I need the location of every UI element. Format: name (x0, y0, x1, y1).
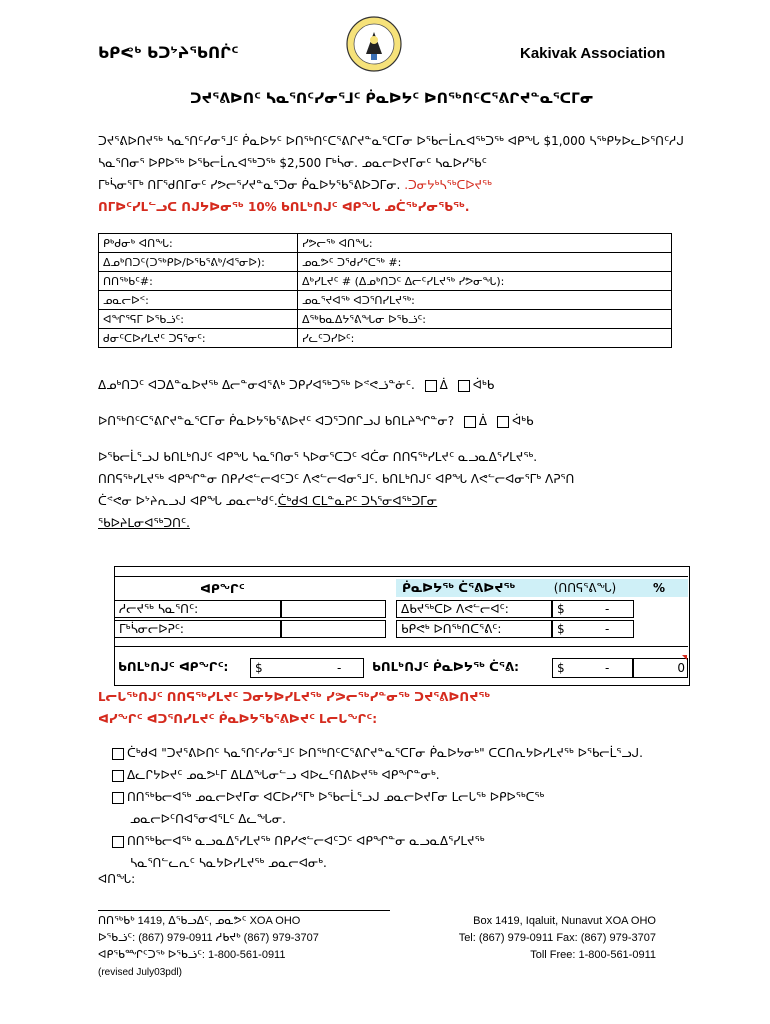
first-name-field[interactable]: ᑭᒃᑯᓂᒃ ᐊᑎᖓ: (99, 234, 298, 253)
total-funding-amount[interactable] (552, 658, 634, 678)
bottom-signature-label: ᐊᑎᖓ: (98, 872, 136, 886)
question-1-no-label: ᐋᒃᑲ (472, 378, 495, 392)
funding-row-2-label: ᑲᑭᕙᒃ ᐅᑎᖅᑎᑕᕐᕕᑦ: (396, 620, 552, 638)
applicant-form (98, 233, 672, 348)
checklist-item-1-checkbox[interactable] (112, 748, 124, 760)
email-field[interactable]: ᑯᓂᑦᑕᐅᓯᒪᔪᑦ ᑐᕋᕐᓂᑦ: (99, 329, 298, 348)
question-2-yes-label: ᐄ (478, 414, 488, 428)
checklist-item-3-text: ᑎᑎᖅᑲᓕᐊᖅ ᓄᓇᓕᐅᔪᒥᓂ ᐊᑕᐅᓯᕐᒥᒃ ᐅᖃᓕᒫᕐᓗᒍ ᓄᓇᓕᐅᔪᒥᓂ ᒪᓕᒐᖅ ᐅᑭᐅᖅᑕᖅ (127, 790, 545, 804)
question-1-no-checkbox[interactable] (458, 380, 470, 392)
footer-left-phone: ᐅᖃᓘᑦ: (867) 979-0911 ᓱᑲᔪᒃ (867) 979-3707 (98, 932, 319, 944)
question-2-no-checkbox[interactable] (497, 416, 509, 428)
header-association-name: Kakivak Association (520, 45, 666, 62)
funding-row-2-amount[interactable] (552, 620, 634, 638)
checklist-item-2 (112, 764, 692, 786)
question-2 (98, 410, 688, 432)
gst-number-field[interactable]: ᐃᒃᓯᒪᔪᑦ # (ᐃᓄᒃᑎᑐᑦ ᐃᓕᑦᓯᒪᔪᖅ ᓯᕗᓂᖓ): (298, 272, 672, 291)
checklist-item-1 (112, 742, 692, 764)
sin-field[interactable]: ᓄᓇᕗᑦ ᑐᖁᓯᕐᑕᖅ #: (298, 253, 672, 272)
question-2-text: ᐅᑎᖅᑎᑦᑕᕐᕕᒋᔪᓐᓇᕐᑕᒥᓂ ᑮᓇᐅᔭᖃᕐᕕᐅᔪᑦ ᐊᑐᕐᑐᑎᒋᓗᒍ ᑲᑎᒪᔨᖏᓐᓂ? (98, 414, 455, 428)
home-phone-field[interactable]: ᐊᖏᕐᕋᒥ ᐅᖃᓘᑦ: (99, 310, 298, 329)
budget-row-2-label: ᒥᒃᓵᓂᓕᐅᕈᑦ: (114, 620, 282, 638)
total-funding-label: ᑲᑎᒪᒃᑎᒍᑦ ᑮᓇᐅᔭᖅ ᑖᕐᕕ: (372, 660, 519, 674)
funding-percent-value: 0 (677, 661, 685, 675)
footer-right-tollfree: Toll Free: 1-800-561-0911 (530, 949, 656, 961)
question-1-yes-checkbox[interactable] (425, 380, 437, 392)
intro-line-3 (98, 174, 688, 196)
checklist (112, 742, 692, 874)
funding-row-2-value: - (605, 622, 610, 636)
intro-paragraph (98, 130, 688, 218)
funding-row-1-amount[interactable] (552, 600, 634, 618)
budget-funding-header: ᑮᓇᐅᔭᖅ ᑖᕐᕕᐅᔪᖅ (396, 579, 540, 597)
total-funding-value: - (605, 661, 610, 675)
budget-paren-header: (ᑎᑎᕋᕐᕕᖓ) (540, 579, 630, 597)
question-1-text: ᐃᓄᒃᑎᑐᑦ ᐊᑐᐃᓐᓇᐅᔪᖅ ᐃᓕᓐᓂᐊᕐᕕᒃ ᑐᑭᓯᐊᖅᑐᖅ ᐅᕝᕙᓘᓐᓃᑦ. (98, 378, 415, 392)
signature-field[interactable]: ᓯᓚᑦᑐᓯᐅᑦ: (298, 329, 672, 348)
question-2-yes-checkbox[interactable] (464, 416, 476, 428)
checklist-item-4 (112, 830, 692, 852)
instructions-line-1: ᐅᖃᓕᒫᕐᓗᒍ ᑲᑎᒪᒃᑎᒍᑦ ᐊᑭᖓ ᓴᓇᕐᑎᓂᕐ ᓴᐅᓂᕐᑕᑐᑦ ᐊᑖᓂ ᑎᑎᕋᖅᓯᒪᔪᑦ ᓇᓗᓇᐃᕐᓯᒪᔪᖅ. (98, 450, 538, 464)
checklist-heading (98, 686, 688, 730)
total-cost-dollar: $ (255, 661, 263, 675)
checklist-item-4-checkbox[interactable] (112, 836, 124, 848)
footer-left (98, 913, 319, 981)
checklist-item-2-text: ᐃᓚᒋᔭᐅᔪᑦ ᓄᓇᕗᒻᒥ ᐃᒪᐃᖓᓂᓪᓗ ᐊᐅᓚᑦᑎᕕᐅᔪᖅ ᐊᑭᖏᓐᓂᒃ. (127, 768, 440, 782)
budget-row-2-amount-input[interactable] (280, 620, 386, 638)
checklist-item-2-checkbox[interactable] (112, 770, 124, 782)
footer-revision: (revised July03pdl) (98, 967, 182, 978)
checklist-item-3-checkbox[interactable] (112, 792, 124, 804)
checklist-heading-line-2: ᐊᓯᖏᑦ ᐊᑐᕐᑎᓯᒪᔪᑦ ᑮᓇᐅᔭᖃᕐᕕᐅᔪᑦ ᒪᓕᒐᖏᑦ: (98, 712, 378, 726)
footer-left-tollfree: ᐊᑭᖃᙱᑦᑐᖅ ᐅᖃᓘᑦ: 1-800-561-0911 (98, 949, 286, 961)
footer-right-phone: Tel: (867) 979-0911 Fax: (867) 979-3707 (458, 932, 656, 944)
business-number-field[interactable]: ᑎᑎᖅᑲᑦ#: (99, 272, 298, 291)
comment-marker-icon (682, 655, 687, 660)
checklist-item-4-text: ᑎᑎᖅᑲᓕᐊᖅ ᓇᓗᓇᐃᕐᓯᒪᔪᖅ ᑎᑭᓯᕙᓪᓕᐊᑦᑐᑦ ᐊᑭᖏᓐᓂ ᓇᓗᓇᐃᕐᓯᒪᔪᖅ (127, 834, 485, 848)
checklist-item-3-continued: ᓄᓇᓕᐅᑦᑎᐊᕐᓂᐊᕐᒪᑦ ᐃᓚᖓᓂ. (130, 812, 286, 826)
instructions-line-2: ᑎᑎᕋᖅᓯᒪᔪᖅ ᐊᑭᖏᓐᓂ ᑎᑭᓯᕙᓪᓕᐊᑦᑐᑦ ᐱᕙᓪᓕᐊᓂᕐᒧᑦ. ᑲᑎᒪᒃᑎᒍᑦ ᐊᑭᖓ ᐱᕙᓪᓕᐊᓂᕐᒥᒃ ᐱᕈᕐᑎ (98, 472, 575, 486)
footer-rule (98, 910, 390, 911)
community-field[interactable]: ᓄᓇᓕᐅᑉ: (99, 291, 298, 310)
funding-row-2-dollar: $ (557, 622, 565, 636)
intro-line-3-red: .ᑐᓂᔭᒃᓴᖅᑕᐅᔪᖅ (400, 178, 492, 192)
checklist-item-4-continued: ᓴᓇᕐᑎᓪᓚᕆᑦ ᓴᓇᔭᐅᓯᒪᔪᖅ ᓄᓇᓕᐊᓂᒃ. (130, 856, 327, 870)
budget-row-1-amount-input[interactable] (280, 600, 386, 618)
instructions-paragraph (98, 446, 688, 534)
intro-line-2: ᓴᓇᕐᑎᓂᕐ ᐅᑭᐅᖅ ᐅᖃᓕᒫᕆᐊᖅᑐᖅ $2,500 ᒥᒃᓵᓂ. ᓄᓇᓕᐅᔪᒥᓂᑦ ᓴᓇᐅᓯᖃᑦ (98, 156, 487, 170)
footer-right-address: Box 1419, Iqaluit, Nunavut XOA OHO (473, 915, 656, 927)
footer-right (459, 913, 656, 964)
funding-row-1-label: ᐃᑲᔪᖅᑕᐅ ᐱᕙᓪᓕᐊᑦ: (396, 600, 552, 618)
page-title: ᑐᔪᕐᕕᐅᑎᑦ ᓴᓇᕐᑎᑦᓯᓂᕐᒧᑦ ᑮᓇᐅᔭᑦ ᐅᑎᖅᑎᑦᑕᕐᕕᒋᔪᓐᓇᕐᑕᒥᓂ (190, 91, 594, 107)
budget-row-1-label: ᓱᓕᔪᖅ ᓴᓇᕐᑎᑦ: (114, 600, 282, 618)
last-name-field[interactable]: ᓯᕗᓕᖅ ᐊᑎᖓ: (298, 234, 672, 253)
instructions-line-3-text: ᑖᕝᕙᓂ ᐅᔾᔨᕆᓗᒍ ᐊᑭᖓ ᓄᓇᓕᒃᑯᑦ. (98, 494, 278, 508)
total-cost-label: ᑲᑎᒪᒃᑎᒍᑦ ᐊᑭᖏᑦ: (118, 660, 229, 674)
instructions-line-3-underlined: ᑖᒃᑯᐊ ᑕᒪᓐᓇᕈᑦ ᑐᓴᕐᓂᐊᖅᑐᒥᓂ (277, 494, 438, 508)
budget-cost-header: ᐊᑭᖏᑦ (200, 582, 245, 596)
region-field[interactable]: ᓄᓇᕐᔪᐊᖅ ᐊᑐᕐᑎᓯᒪᔪᖅ: (298, 291, 672, 310)
intro-line-3-text: ᒥᒃᓵᓂᕐᒥᒃ ᑎᒥᖁᑎᒥᓂᑦ ᓯᕗᓕᕐᓯᔪᓐᓇᕐᑐᓂ ᑮᓇᐅᔭᖃᕐᕕᐅᑐᒥᓂ. (98, 178, 401, 192)
question-2-no-label: ᐋᒃᑲ (511, 414, 534, 428)
question-1-yes-label: ᐄ (439, 378, 448, 392)
funding-row-1-value: - (605, 602, 610, 616)
budget-percent-header: % (630, 579, 688, 597)
budget-bottom-divider (114, 646, 688, 647)
total-funding-dollar: $ (557, 661, 565, 675)
intro-line-1: ᑐᔪᕐᕕᐅᑎᔪᖅ ᓴᓇᕐᑎᑦᓯᓂᕐᒧᑦ ᑮᓇᐅᔭᑦ ᐅᑎᖅᑎᑦᑕᕐᕕᒋᔪᓐᓇᕐᑕᒥᓂ ᐅᖃᓕᒫᕆᐊᖅᑐᖅ ᐊᑭᖓ $1,000 ᓴᖅᑭᔭᐅᓚᐅᕐᑎᑦᓱᒍ (98, 134, 684, 148)
checklist-item-3 (112, 786, 692, 808)
instructions-line-3 (98, 490, 688, 512)
kakivak-seal-icon (344, 14, 404, 74)
footer-left-address: ᑎᑎᖅᑲᒃ 1419, ᐃᖃᓗᐃᑦ, ᓄᓇᕗᑦ XOA OHO (98, 915, 301, 927)
funding-percent-output (632, 658, 688, 678)
checklist-item-1-text: ᑖᒃᑯᐊ "ᑐᔪᕐᕕᐅᑎᑦ ᓴᓇᕐᑎᑦᓯᓂᕐᒧᑦ ᐅᑎᖅᑎᑦᑕᕐᕕᒋᔪᓐᓇᕐᑕᒥᓂ ᑮᓇᐅᔭᓂᒃ" ᑕᑕᑎᕆᔭᐅᓯᒪᔪᖅ ᐅᖃᓕᒫᕐᓗᒍ. (127, 746, 643, 760)
work-phone-field[interactable]: ᐃᖅᑲᓇᐃᔭᕐᕕᖓᓂ ᐅᖃᓘᑦ: (298, 310, 672, 329)
question-1 (98, 374, 688, 396)
total-cost-value: - (337, 661, 342, 675)
checklist-heading-line-1: ᒪᓕᒐᖅᑎᒍᑦ ᑎᑎᕋᖅᓯᒪᔪᑦ ᑐᓂᔭᐅᓯᒪᔪᖅ ᓯᕗᓕᖅᓯᓐᓂᖅ ᑐᔪᕐᕕᐅᑎᔪᖅ (98, 690, 491, 704)
instructions-line-4-underlined: ᖃᐅᔨᒪᓂᐊᖅᑐᑎᑦ. (98, 516, 190, 530)
address-field[interactable]: ᐃᓄᒃᑎᑐᑦ(ᑐᖅᑭᐅ/ᐅᖃᕐᕕᒃ/ᐊᕐᓂᐅ): (99, 253, 298, 272)
total-cost-amount[interactable] (250, 658, 364, 678)
intro-line-4-red: ᑎᒥᐅᑦᓯᒪᓪᓗᑕ ᑎᒍᔭᐅᓂᖅ 10% ᑲᑎᒪᒃᑎᒍᑦ ᐊᑭᖓ ᓄᑖᖅᓯᓂᖃᖅ. (98, 200, 470, 214)
header-syllabic-title: ᑲᑭᕙᒃ ᑲᑐᔾᔨᖃᑎᒌᑦ (98, 44, 239, 62)
budget-top-divider (114, 576, 688, 577)
funding-row-1-dollar: $ (557, 602, 565, 616)
